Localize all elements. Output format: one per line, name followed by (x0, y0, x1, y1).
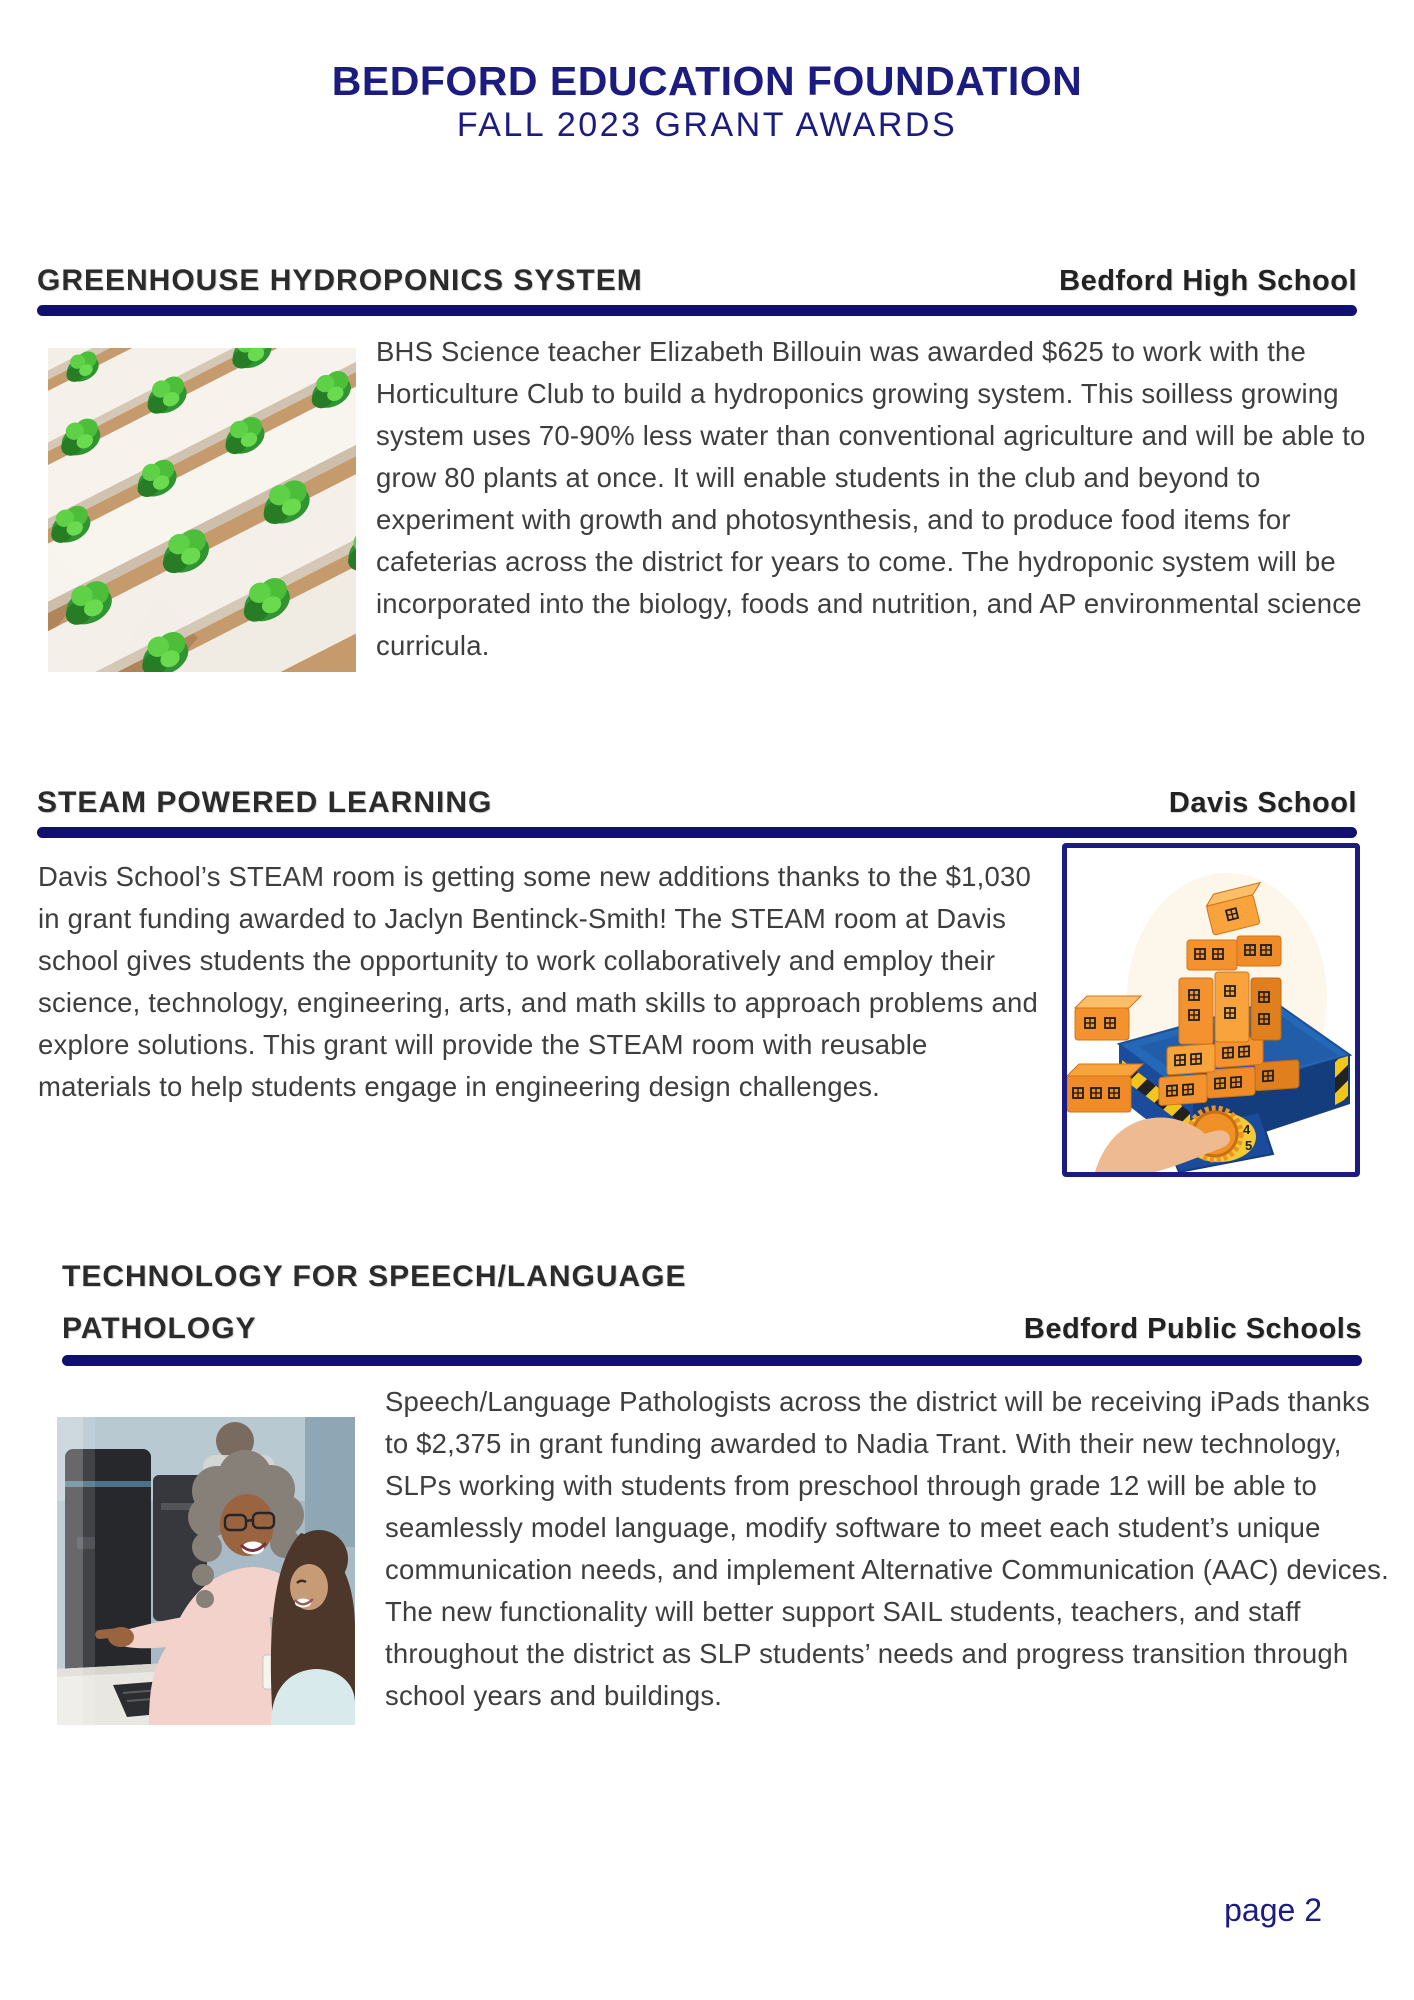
section-greenhouse-school: Bedford High School (1059, 265, 1357, 297)
page-number: page 2 (1224, 1892, 1322, 1928)
section-greenhouse-divider (37, 305, 1357, 316)
section-steam-header (37, 786, 1357, 820)
section-steam-title: STEAM POWERED LEARNING (37, 786, 493, 819)
section-greenhouse-header (37, 264, 1357, 298)
section-slp-title-line1: TECHNOLOGY FOR SPEECH/LANGUAGE (62, 1260, 687, 1293)
svg-text:5: 5 (1245, 1138, 1253, 1153)
teacher-student-computer-photo (57, 1417, 355, 1725)
document-title: BEDFORD EDUCATION FOUNDATION (331, 58, 1083, 104)
section-greenhouse-title: GREENHOUSE HYDROPONICS SYSTEM (37, 264, 643, 297)
section-slp-header-line2 (62, 1312, 1362, 1346)
section-slp-title-line2: PATHOLOGY (62, 1312, 257, 1345)
document-subtitle: FALL 2023 GRANT AWARDS (456, 106, 958, 144)
svg-text:4: 4 (1243, 1122, 1251, 1137)
section-slp-school: Bedford Public Schools (1023, 1313, 1362, 1345)
section-steam-divider (37, 827, 1357, 838)
section-steam-school: Davis School (1168, 787, 1357, 819)
block-building-toy-photo (1062, 843, 1360, 1177)
section-slp-body: Speech/Language Pathologists across the district will be receiving iPads thanks to $2,375 in grant funding awarded to Nadia Trant. With their new technology, SLPs working with students from preschool through grade 12 will be able to seamlessly model language, modify software to meet each student’s unique communication needs, and implement Alternative Communication (AAC) devices. The new functionality will better support SAIL students, teachers, and staff throughout the district as SLP students’ needs and progress transition through school years and buildings. (385, 1386, 1389, 1711)
section-steam-body: Davis School’s STEAM room is getting some new additions thanks to the $1,030 in grant funding awarded to Jaclyn Bentinck-Smith! The STEAM room at Davis school gives students the opportunity to work collaboratively and employ their science, technology, engineering, arts, and math skills to approach problems and explore solutions. This grant will provide the STEAM room with reusable materials to help students engage in engineering design challenges. (38, 861, 1038, 1102)
hydroponics-lettuce-photo (48, 348, 356, 672)
section-slp-divider (62, 1355, 1362, 1366)
section-slp-header-line1 (62, 1260, 1362, 1294)
section-greenhouse-body: BHS Science teacher Elizabeth Billouin was awarded $625 to work with the Horticulture Club to build a hydroponics growing system. This soilless growing system uses 70-90% less water than conventional agriculture and will be able to grow 80 plants at once. It will enable students in the club and beyond to experiment with growth and photosynthesis, and to produce food items for cafeterias across the district for years to come. The hydroponic system will be incorporated into the biology, foods and nutrition, and AP environmental science curricula. (376, 336, 1366, 661)
